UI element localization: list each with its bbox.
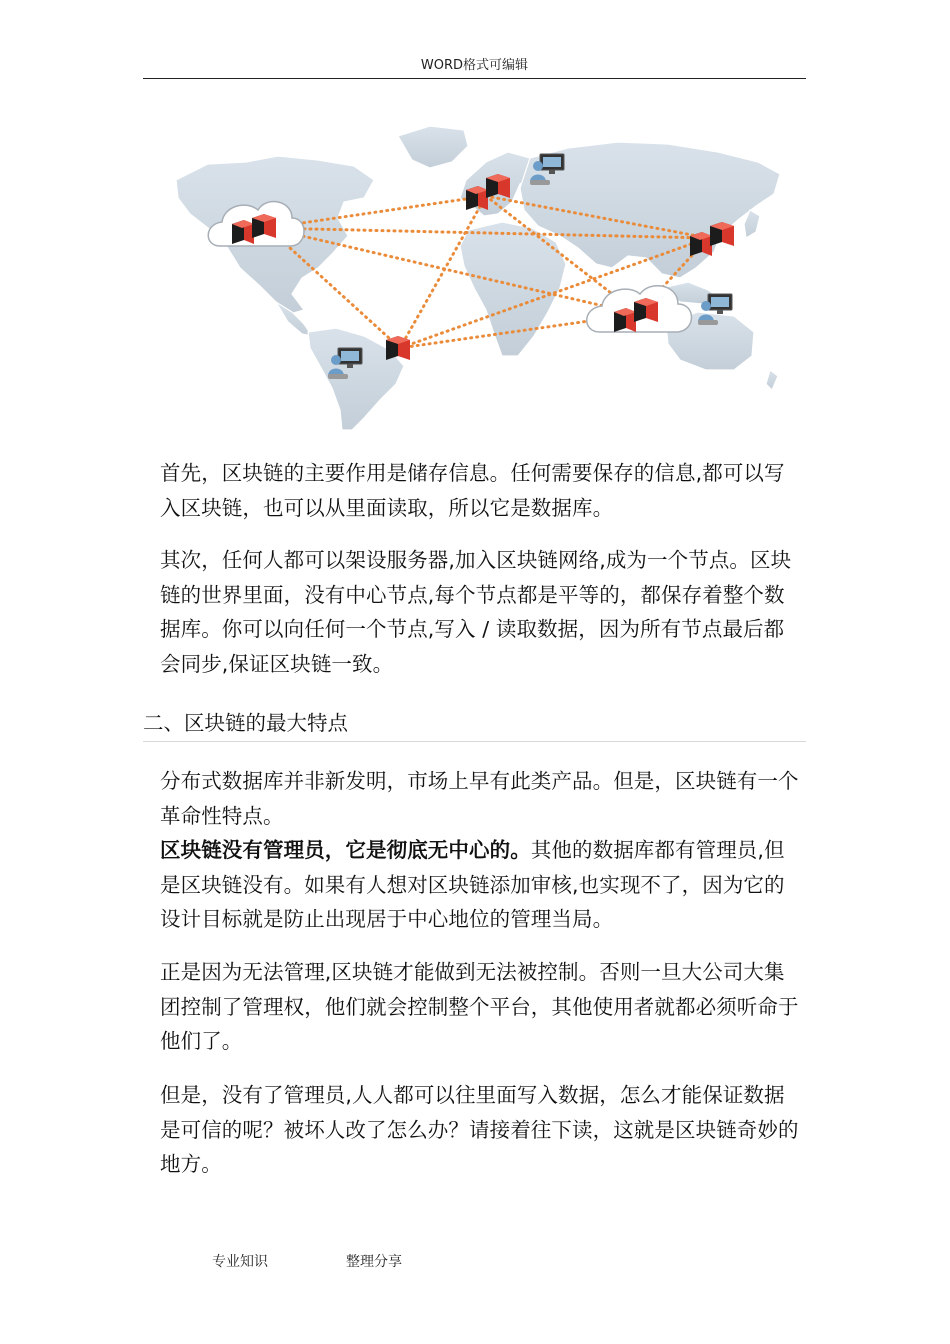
- paragraph-storage: [160, 456, 800, 525]
- server-node-icon: [386, 336, 410, 360]
- page-header: [143, 56, 806, 79]
- paragraph-trust: [160, 1078, 800, 1182]
- section-heading: [143, 706, 806, 742]
- paragraph-text: 分布式数据库并非新发明，市场上早有此类产品。但是，区块链有一个革命性特点。: [160, 769, 799, 828]
- paragraph-text: 但是，没有了管理员,人人都可以往里面写入数据，怎么才能保证数据是可信的呢？被坏人改了怎么办？请接着往下读，这就是区块链奇妙的地方。: [160, 1083, 799, 1176]
- paragraph-text: 首先，区块链的主要作用是储存信息。任何需要保存的信息,都可以写入区块链，也可以从里面读取，所以它是数据库。: [160, 461, 785, 520]
- paragraph-feature: [160, 764, 800, 937]
- paragraph-text: 其次，任何人都可以架设服务器,加入区块链网络,成为一个节点。区块链的世界里面，没有中心节点,每个节点都是平等的，都保存着整个数据库。你可以向任何一个节点,写入 / 读取数据，因为所有节点最后都会同步,保证区块链一致。: [160, 548, 792, 676]
- footer-left-text: 专业知识: [212, 1254, 268, 1270]
- paragraph-nodes: [160, 543, 800, 681]
- network-map-svg: [168, 118, 792, 430]
- section-heading-text: 二、区块链的最大特点: [143, 711, 348, 735]
- paragraph-text: 其他的数据库都有管理员,但是区块链没有。如果有人想对区块链添加审核,也实现不了，因为它的设计目标就是防止出现居于中心地位的管理当局。: [160, 838, 785, 931]
- blockchain-network-figure: [168, 118, 792, 430]
- header-label: WORD格式可编辑: [420, 58, 529, 73]
- paragraph-text: 正是因为无法管理,区块链才能做到无法被控制。否则一旦大公司大集团控制了管理权，他们就会控制整个平台，其他使用者就都必须听命于他们了。: [160, 960, 799, 1053]
- footer-right-text: 整理分享: [346, 1254, 402, 1270]
- footer-left: [212, 1252, 268, 1272]
- paragraph-control: [160, 955, 800, 1059]
- footer-right: [346, 1252, 402, 1272]
- paragraph-bold-text: 区块链没有管理员，它是彻底无中心的。: [160, 838, 531, 862]
